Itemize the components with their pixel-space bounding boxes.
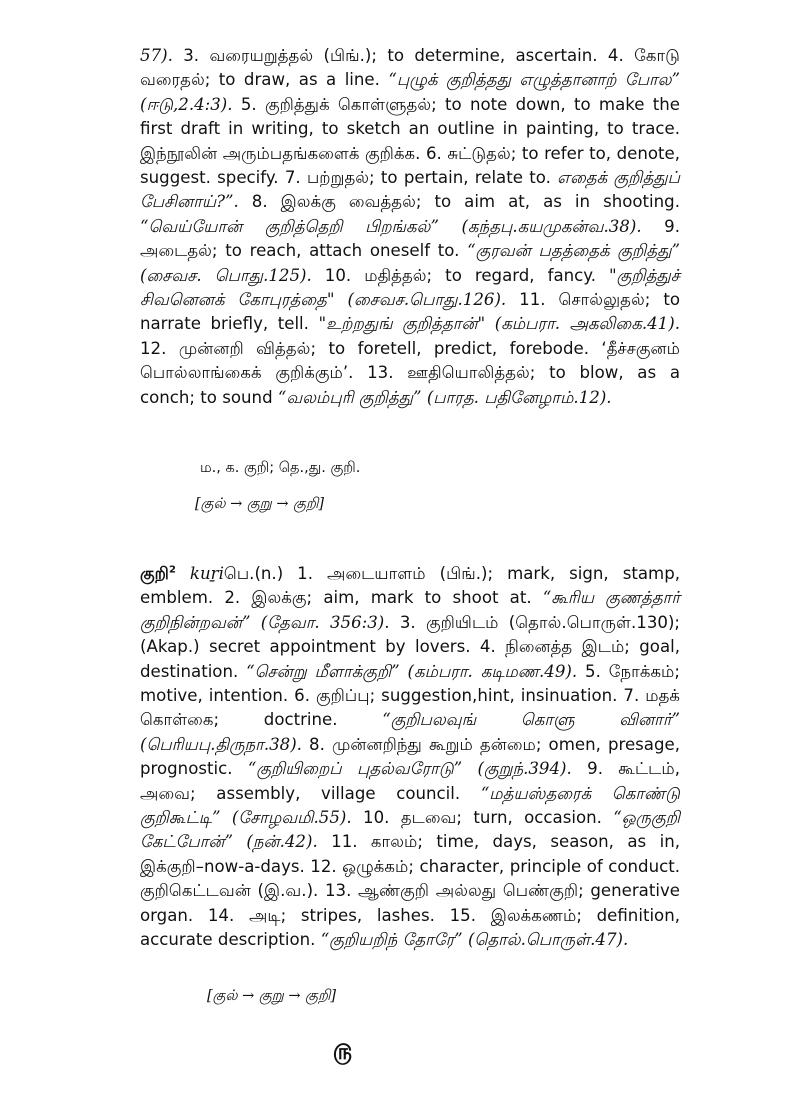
transliteration: kuṟi bbox=[189, 564, 224, 583]
entry-continuation bbox=[140, 44, 680, 410]
citation: “கூரிய குணத்தார் குறிநின்றவன்” (தேவா. 356:3). bbox=[140, 588, 680, 632]
page-number: ௫ bbox=[333, 1040, 353, 1065]
sense-text: 12. முன்னறி வித்தல்; to foretell, predict, forebode. ‘தீச்சகுனம் பொல்லாங்கைக் குறிக்கும்’. 13. ஊதியொலித்தல்; to blow, as a conch; to sound bbox=[140, 338, 680, 407]
citation: "குறித்துச் சிவனெனக் கோபுரத்தை" (சைவச.பொது.126). bbox=[140, 265, 680, 310]
sense-text: 5. குறித்துக் கொள்ளுதல்; to note down, to make the first draft in writing, to sketch an outline in painting, to trace. இந்நூலின் அரும்பதங்களைக் குறிக்க. 6. சுட்டுதல்; to refer to, denote, suggest. specify. 7. பற்றுதல்; to pertain, relate to. bbox=[140, 94, 680, 188]
citation: “மத்யஸ்தரைக் கொண்டு குறிகூட்டி” (சோழவமி.55). bbox=[140, 783, 680, 828]
citation: “குறியிறைப் புதல்வரோடு” (குறுந்.394). bbox=[247, 759, 572, 779]
sense-text: 11. சொல்லுதல்; to narrate briefly, tell. bbox=[140, 290, 680, 334]
citation: “வெய்யோன் குறித்தெறி பிறங்கல்” (கந்தபு.கயமுகன்வ.38). bbox=[140, 216, 642, 236]
citation: “வலம்புரி குறித்து” (பாரத. பதினேழாம்.12). bbox=[277, 387, 612, 407]
citation: “ஒருகுறி கேட்போன்” (நன்.42). bbox=[140, 808, 680, 852]
etymology-line: [குல் → குறு → குறி] bbox=[207, 988, 337, 1004]
citation: “சென்று மீளாக்குறி” (கம்பரா. கடிமண.49). bbox=[246, 661, 578, 681]
citation: “குறியறிந் தோரே” (தொல்.பொருள்.47). bbox=[320, 930, 629, 950]
sense-text: 10. மதித்தல்; to regard, fancy. bbox=[311, 265, 610, 285]
sense-text: 8. முன்னறிந்து கூறும் தன்மை; omen, presage, prognostic. bbox=[140, 734, 680, 779]
sense-text: 8. இலக்கு வைத்தல்; to aim at, as in shooting. bbox=[238, 192, 680, 212]
sense-text: பெ.(n.) 1. அடையாளம் (பிங்.); mark, sign, stamp, emblem. 2. இலக்கு; aim, mark to shoot at. bbox=[140, 564, 680, 608]
homograph-number: 2 bbox=[168, 564, 176, 576]
sense-text: 5. நோக்கம்; motive, intention. 6. குறிப்பு; suggestion,hint, insinuation. 7. மதக் கொள்கை; doctrine. bbox=[140, 661, 680, 730]
headword: குறி bbox=[140, 564, 169, 583]
citation: “புழுக் குறித்தது எழுத்தானாற் போல” (ஈடு,2.4:3). bbox=[140, 70, 680, 114]
sense-text: 9. அடைதல்; to reach, attach oneself to. bbox=[140, 216, 680, 261]
citation: 57). bbox=[140, 46, 173, 65]
sense-text: 9. கூட்டம், அவை; assembly, village council. bbox=[140, 759, 680, 803]
sense-text: 10. தடவை; turn, occasion. bbox=[351, 808, 614, 828]
cognates-line: ம., க. குறி; தெ.,து. குறி. bbox=[200, 460, 361, 476]
entry-kuri-2 bbox=[140, 562, 680, 953]
sense-text: 11. காலம்; time, days, season, as in, இக்குறி–now-a-days. 12. ஒழுக்கம்; character, principle of conduct. குறிகெட்டவன் (இ.வ.). 13. ஆண்குறி அல்லது பெண்குறி; generative organ. 14. அடி; stripes, lashes. 15. இலக்கணம்; definition, accurate description. bbox=[140, 832, 680, 950]
citation: எதைக் குறித்துப் பேசினாய்?”. bbox=[140, 168, 680, 212]
citation: “குறிபலவுங் கொளு வினார்” (பெரியபு.திருநா.38). bbox=[140, 710, 680, 754]
citation: “குரவன் பதத்தைக் குறித்து” (சைவச. பொது.125). bbox=[140, 241, 680, 285]
sense-text: 3. குறியிடம் (தொல்.பொருள்.130); (Akap.) secret appointment by lovers. 4. நினைத்த இடம்; goal, destination. bbox=[140, 612, 681, 681]
etymology-line: [குல் → குறு → குறி] bbox=[195, 496, 325, 512]
sense-text: 3. வரையறுத்தல் (பிங்.); to determine, ascertain. 4. கோடு வரைதல்; to draw, as a line. bbox=[140, 46, 680, 90]
citation: "உற்றதுங் குறித்தான்" (கம்பரா. அகலிகை.41). bbox=[318, 314, 680, 334]
